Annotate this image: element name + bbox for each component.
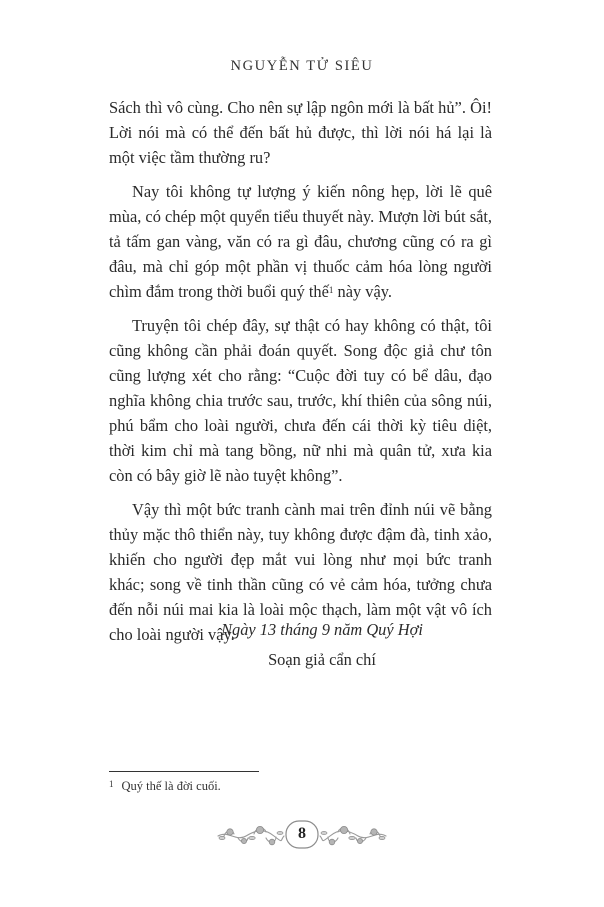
paragraph-4: Vậy thì một bức tranh cành mai trên đỉnh núi vẽ bằng thủy mặc thô thiển này, tuy không được đậm đà, tinh xảo, khiến cho người đẹp mắt vui lòng như mọi bức tranh khác; song về tinh thần cũng có vẻ cảm hóa, tưởng chưa đến nỗi núi mai kia là loài mộc thạch, làm một vật vô ích cho loài người vậy. [109, 500, 492, 644]
closing-date: Ngày 13 tháng 9 năm Quý Hợi [221, 620, 423, 639]
paragraph-3: Truyện tôi chép đây, sự thật có hay không có thật, tôi cũng không cần phải đoán quyết. Song độc giả chư tôn cũng lượng xét cho rằng: “Cuộc đời tuy có bể dâu, đạo nghĩa không chia trước sau, trước, khí thiên của sông núi, phú bẩm cho loài người, chưa đến cái thời kỳ tiêu diệt, thời kim chỉ mà tang bồng, nữ nhi mà quân tử, xưa kia còn có bây giờ lẽ nào tuyệt không”. [109, 316, 492, 485]
paragraph-2-text: Nay tôi không tự lượng ý kiến nông hẹp, lời lẽ quê mùa, có chép một quyển tiểu thuyết này. Mượn lời bút sắt, tả tấm gan vàng, văn có ra gì đâu, chương cũng có ra gì đâu, mà chỉ góp một phần vị thuốc cảm hóa lòng người chìm đắm trong thời buổi quý thế [109, 182, 492, 301]
body-text [109, 95, 492, 656]
running-header: NGUYỄN TỬ SIÊU [230, 58, 374, 74]
footnote-number: 1 [109, 779, 114, 789]
footnote-divider [109, 771, 259, 772]
footnote-marker[interactable]: 1 [328, 285, 334, 295]
paragraph-2 [109, 179, 492, 304]
paragraph-2-text-end: này vậy. [333, 282, 392, 301]
page-number: 8 [298, 825, 306, 842]
paragraph-1: Sách thì vô cùng. Cho nên sự lập ngôn mới là bất hủ”. Ôi! Lời nói mà có thể đến bất hủ được, thì lời nói há lại là một việc tầm thường ru? [109, 98, 492, 167]
footnote [109, 779, 221, 794]
closing-signature: Soạn giả cẩn chí [268, 650, 376, 669]
footnote-text: Quý thế là đời cuối. [121, 779, 221, 793]
